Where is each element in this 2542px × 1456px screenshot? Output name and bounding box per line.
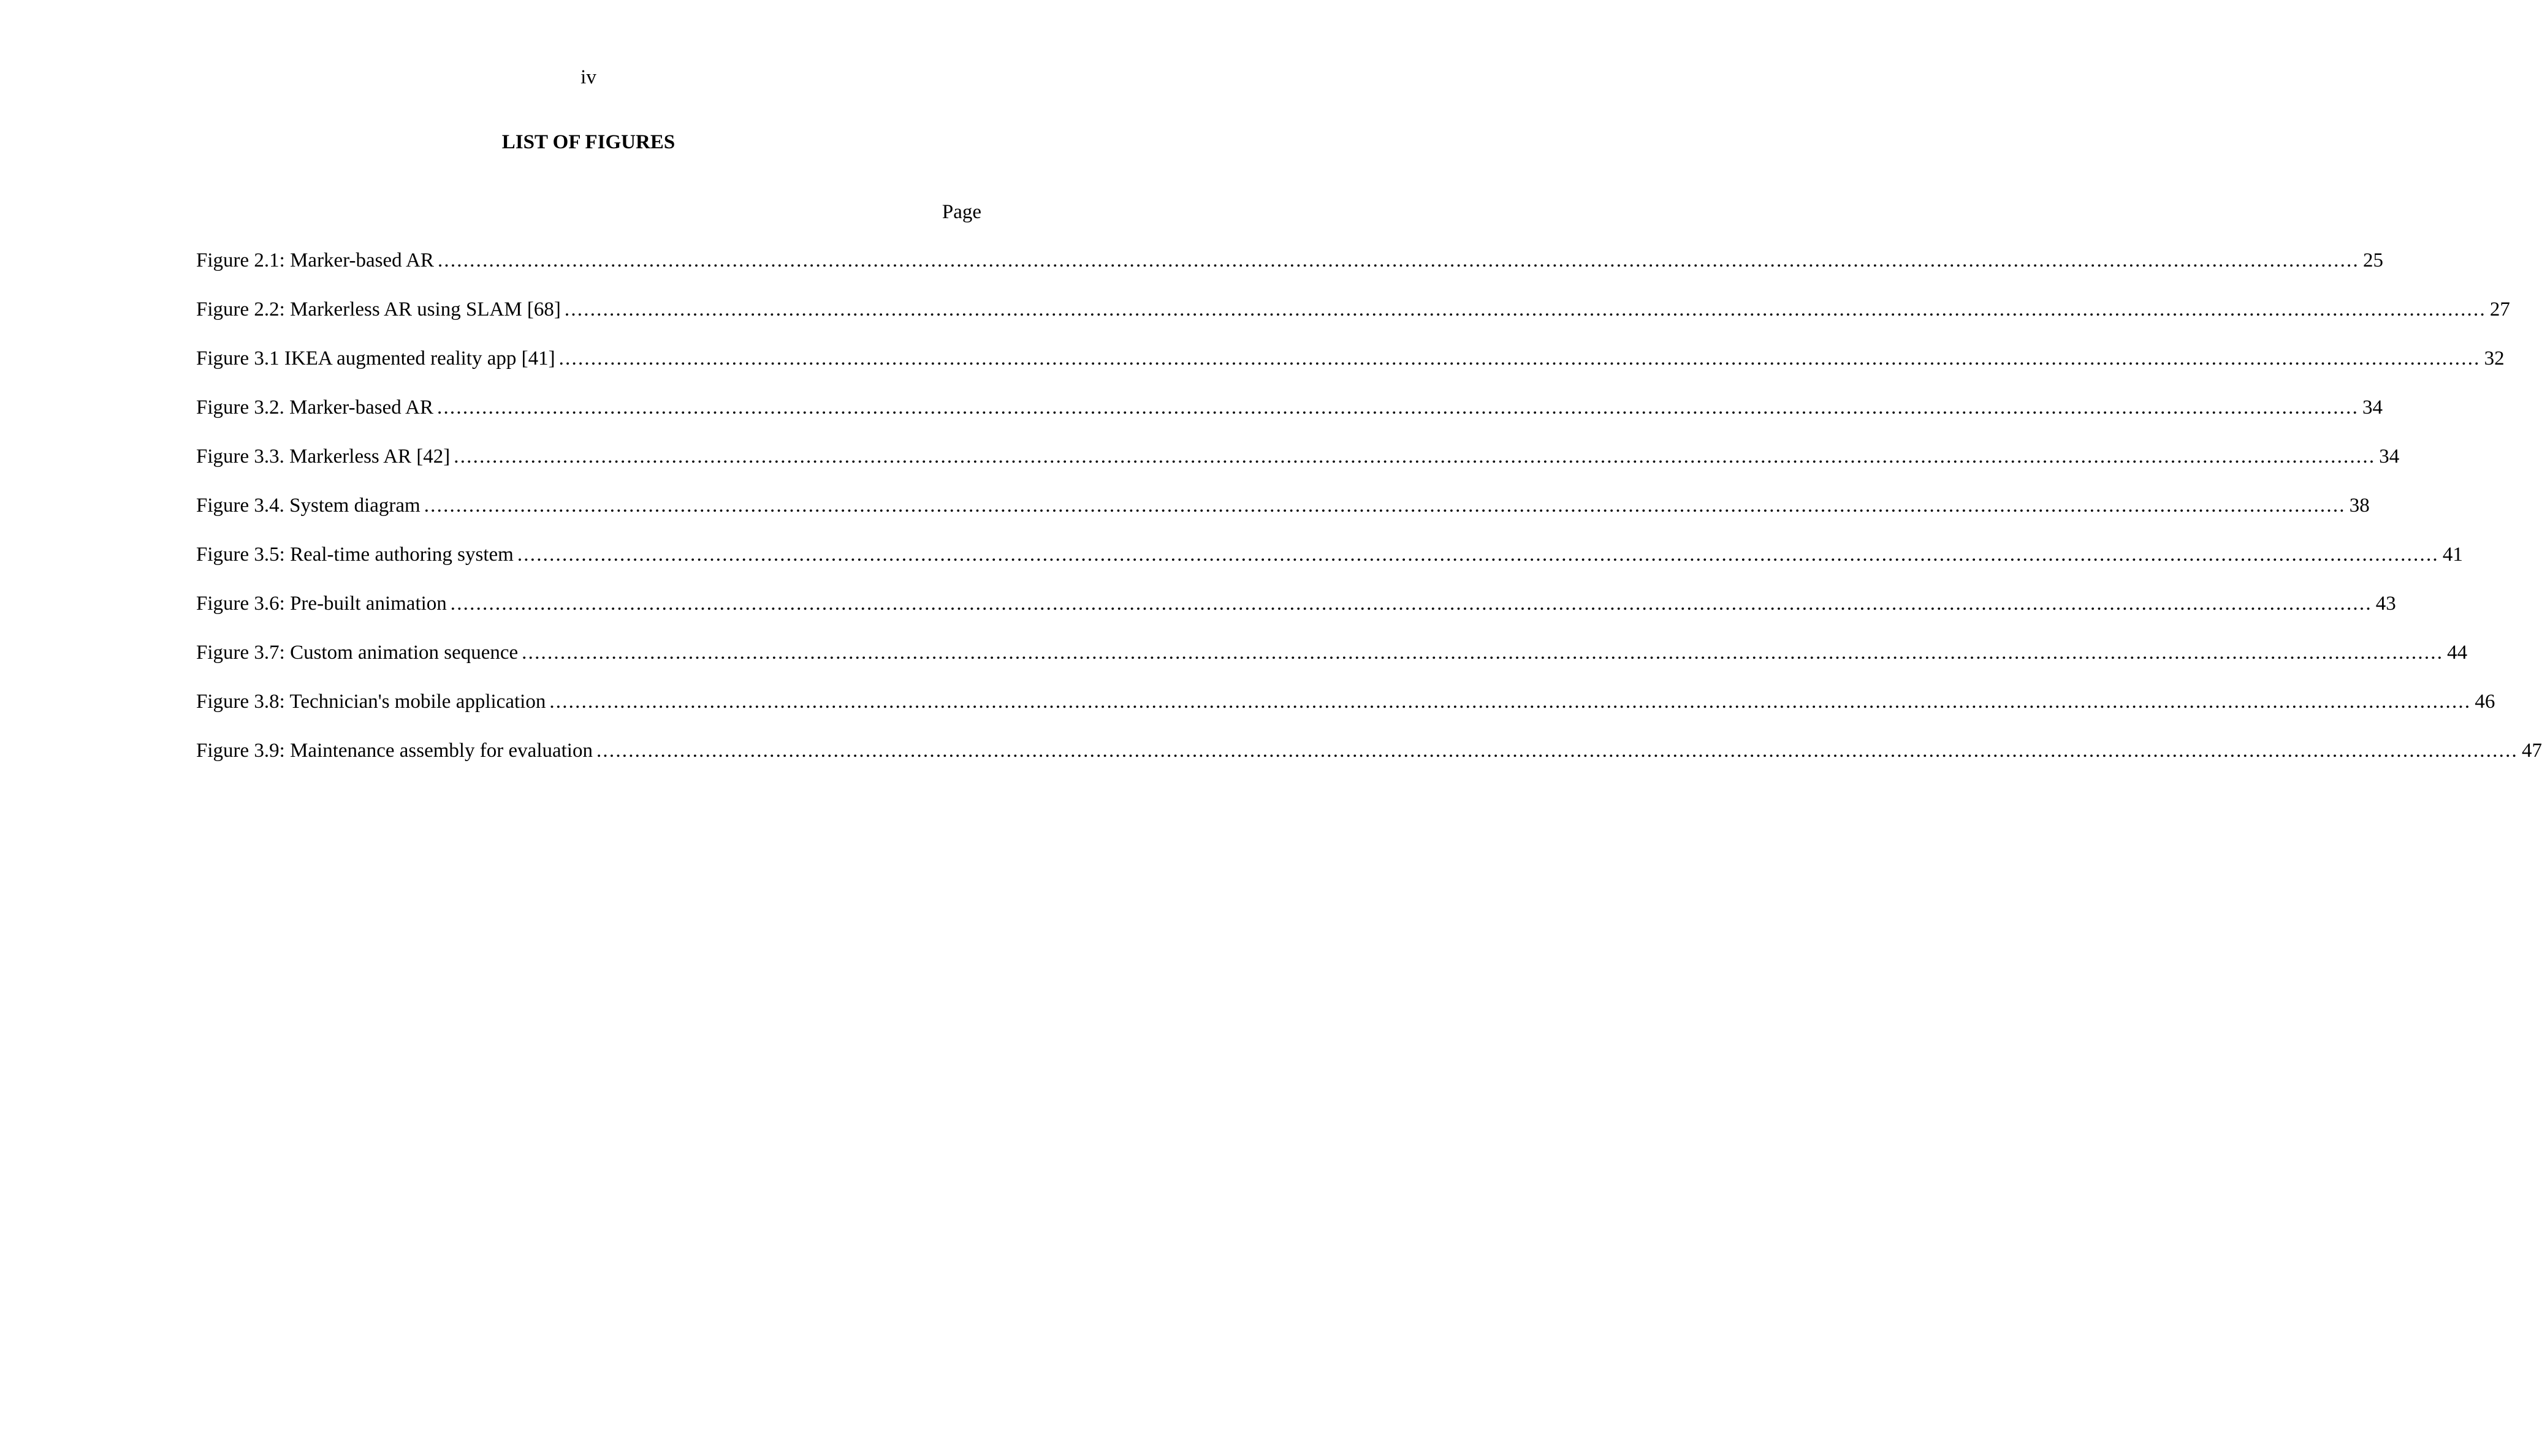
dot-leader: ............................................................................................................................................................................................................................................................................................................	[437, 396, 2359, 419]
figure-page-number: 34	[2379, 446, 2400, 468]
dot-leader: ............................................................................................................................................................................................................................................................................................................	[450, 593, 2372, 615]
dot-leader: ............................................................................................................................................................................................................................................................................................................	[517, 544, 2439, 566]
figure-page-number: 47	[2521, 740, 2542, 762]
toc-entry[interactable]	[196, 591, 2396, 640]
dot-leader: ............................................................................................................................................................................................................................................................................................................	[549, 691, 2472, 713]
toc-entry[interactable]	[196, 444, 2400, 493]
figure-page-number: 43	[2375, 593, 2396, 615]
figure-title: Figure 3.9: Maintenance assembly for evaluation	[196, 740, 593, 762]
dot-leader: ............................................................................................................................................................................................................................................................................................................	[522, 642, 2444, 664]
list-of-figures	[196, 248, 2542, 787]
figure-page-number: 46	[2475, 691, 2495, 713]
dot-leader: ............................................................................................................................................................................................................................................................................................................	[437, 249, 2359, 271]
toc-entry[interactable]	[196, 248, 2383, 297]
figure-title: Figure 3.7: Custom animation sequence	[196, 642, 519, 664]
figure-page-number: 32	[2484, 347, 2505, 370]
figure-title: Figure 2.1: Marker-based AR	[196, 249, 434, 271]
page-column-header: Page	[942, 201, 981, 223]
dot-leader: ............................................................................................................................................................................................................................................................................................................	[558, 347, 2481, 370]
figure-page-number: 25	[2362, 249, 2383, 271]
figure-page-number: 38	[2349, 495, 2370, 517]
figure-title: Figure 3.4. System diagram	[196, 495, 420, 517]
figure-title: Figure 3.8: Technician's mobile application	[196, 691, 546, 713]
figure-title: Figure 2.2: Markerless AR using SLAM [68]	[196, 298, 561, 320]
figure-title: Figure 3.1 IKEA augmented reality app [41]	[196, 347, 555, 370]
dot-leader: ............................................................................................................................................................................................................................................................................................................	[564, 298, 2486, 320]
toc-entry[interactable]	[196, 493, 2370, 542]
toc-entry[interactable]	[196, 542, 2463, 591]
dot-leader: ............................................................................................................................................................................................................................................................................................................	[596, 740, 2518, 762]
page-title: LIST OF FIGURES	[501, 131, 675, 153]
figure-title: Figure 3.5: Real-time authoring system	[196, 544, 514, 566]
toc-entry[interactable]	[196, 346, 2505, 395]
toc-entry[interactable]	[196, 640, 2468, 689]
toc-entry[interactable]	[196, 689, 2495, 738]
page-number: iv	[580, 66, 596, 88]
figure-title: Figure 3.6: Pre-built animation	[196, 593, 447, 615]
toc-entry[interactable]	[196, 395, 2383, 444]
figure-title: Figure 3.3. Markerless AR [42]	[196, 446, 451, 468]
figure-title: Figure 3.2. Marker-based AR	[196, 396, 434, 419]
dot-leader: ............................................................................................................................................................................................................................................................................................................	[424, 495, 2346, 517]
toc-entry[interactable]	[196, 738, 2542, 787]
figure-page-number: 27	[2489, 298, 2510, 320]
figure-page-number: 34	[2362, 396, 2383, 419]
dot-leader: ............................................................................................................................................................................................................................................................................................................	[454, 446, 2376, 468]
figure-page-number: 41	[2442, 544, 2463, 566]
figure-page-number: 44	[2447, 642, 2468, 664]
toc-entry[interactable]	[196, 297, 2510, 346]
